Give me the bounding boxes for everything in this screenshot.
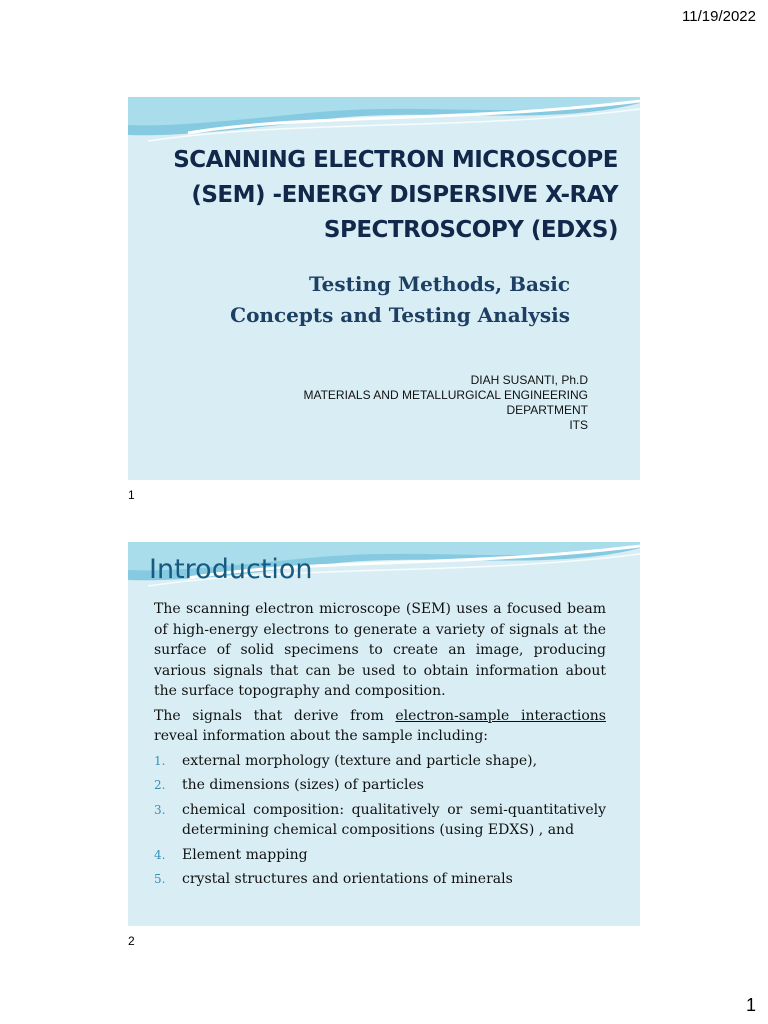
slide-1-author-block: [228, 373, 588, 433]
list-item: 4. Element mapping: [154, 846, 308, 863]
list-item: 3. chemical composition: qualitatively or semi-quantitatively determining chemical compositions (using EDXS) , and: [154, 801, 606, 838]
slide-2-title: Introduction: [149, 554, 313, 585]
page-date: 11/19/2022: [682, 8, 756, 25]
slide-1-number: 1: [128, 488, 135, 502]
list-item: 2. the dimensions (sizes) of particles: [154, 777, 424, 793]
wave-decoration: [128, 97, 640, 147]
author-department-cont: DEPARTMENT: [506, 403, 588, 417]
intro-paragraph: The scanning electron microscope (SEM) uses a focused beam of high-energy electrons to generate a variety of signals at the surface of solid specimens to create an image, producing various signals that can be used to obtain information about the surface topography and composition.: [154, 601, 606, 699]
slide-1-title: SCANNING ELECTRON MICROSCOPE (SEM) -ENERGY DISPERSIVE X-RAY SPECTROSCOPY (EDXS): [173, 147, 618, 243]
signals-paragraph: The signals that derive from electron-sample interactions reveal information about the sample including:: [154, 707, 606, 744]
slide-2: [128, 542, 640, 926]
author-institution: ITS: [569, 418, 588, 432]
author-name: DIAH SUSANTI, Ph.D: [470, 373, 588, 387]
list-item: 1. external morphology (texture and particle shape),: [154, 752, 538, 769]
slide-1: [128, 97, 640, 480]
slide-2-number: 2: [128, 934, 135, 948]
page-number: 1: [745, 995, 756, 1015]
slide-2-body: [154, 599, 606, 894]
author-department: MATERIALS AND METALLURGICAL ENGINEERING: [303, 388, 588, 402]
slide-1-subtitle: Testing Methods, Basic Concepts and Testing Analysis: [230, 272, 570, 327]
list-item: 5. crystal structures and orientations of minerals: [154, 871, 513, 887]
underlined-term: electron-sample interactions: [395, 707, 606, 724]
sample-info-list: [154, 751, 606, 890]
